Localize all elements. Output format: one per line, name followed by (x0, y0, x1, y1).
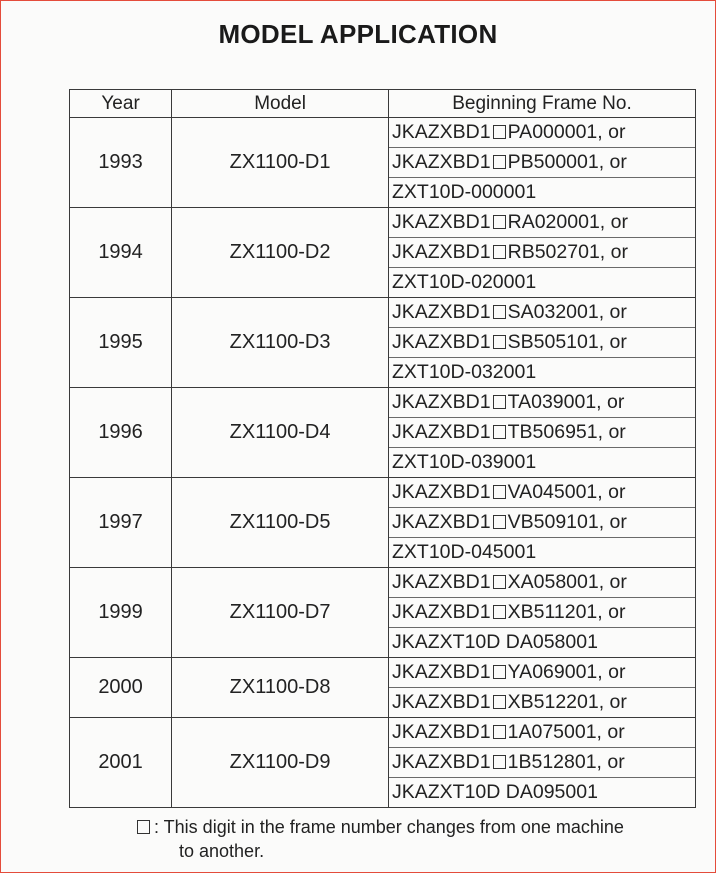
blank-digit-box-icon (493, 725, 506, 739)
footnote (137, 815, 712, 863)
frame-number-cell (389, 208, 696, 298)
blank-digit-box-icon (137, 820, 150, 834)
frame-prefix: ZXT10D-000001 (392, 181, 537, 203)
frame-prefix: ZXT10D-032001 (392, 361, 537, 383)
frame-number-line (389, 417, 695, 447)
frame-prefix: ZXT10D-020001 (392, 271, 537, 293)
frame-prefix: JKAZXBD1 (392, 391, 491, 413)
frame-header: Beginning Frame No. (389, 90, 696, 118)
model-application-table (69, 89, 696, 808)
model-cell: ZX1100-D4 (172, 388, 389, 478)
frame-suffix: XB511201, or (507, 601, 626, 623)
table-row (70, 658, 696, 718)
frame-prefix: JKAZXBD1 (392, 211, 491, 233)
year-cell: 1995 (70, 298, 172, 388)
model-cell: ZX1100-D1 (172, 118, 389, 208)
year-cell: 1997 (70, 478, 172, 568)
frame-number-line (389, 237, 695, 267)
year-cell: 2000 (70, 658, 172, 718)
frame-prefix: JKAZXBD1 (392, 721, 491, 743)
frame-prefix: JKAZXBD1 (392, 241, 491, 263)
frame-number-line (389, 267, 695, 297)
frame-suffix: 1A075001, or (507, 721, 625, 743)
frame-prefix: JKAZXBD1 (392, 661, 491, 683)
frame-number-line (389, 208, 695, 237)
blank-digit-box-icon (493, 305, 506, 319)
frame-prefix: JKAZXBD1 (392, 571, 491, 593)
frame-prefix: JKAZXBD1 (392, 511, 491, 533)
model-cell: ZX1100-D3 (172, 298, 389, 388)
frame-number-line (389, 687, 695, 717)
frame-prefix: JKAZXT10D DA095001 (392, 781, 598, 803)
footnote-line-2: to another. (179, 841, 265, 861)
frame-suffix: SB505101, or (507, 331, 627, 353)
blank-digit-box-icon (493, 395, 506, 409)
frame-number-line (389, 147, 695, 177)
model-header: Model (172, 90, 389, 118)
frame-number-line (389, 747, 695, 777)
model-cell: ZX1100-D7 (172, 568, 389, 658)
frame-suffix: XA058001, or (507, 571, 627, 593)
frame-prefix: JKAZXBD1 (392, 121, 491, 143)
frame-suffix: RB502701, or (507, 241, 628, 263)
frame-prefix: JKAZXBD1 (392, 151, 491, 173)
blank-digit-box-icon (493, 605, 506, 619)
frame-number-line (389, 327, 695, 357)
blank-digit-box-icon (493, 215, 506, 229)
frame-prefix: JKAZXBD1 (392, 691, 491, 713)
blank-digit-box-icon (493, 485, 506, 499)
model-cell: ZX1100-D2 (172, 208, 389, 298)
frame-suffix: XB512201, or (507, 691, 627, 713)
frame-suffix: PB500001, or (507, 151, 627, 173)
frame-prefix: JKAZXBD1 (392, 331, 491, 353)
blank-digit-box-icon (493, 695, 506, 709)
frame-number-cell (389, 298, 696, 388)
frame-prefix: ZXT10D-045001 (392, 541, 537, 563)
frame-number-cell (389, 718, 696, 808)
table-row (70, 388, 696, 478)
frame-suffix: SA032001, or (507, 301, 627, 323)
model-cell: ZX1100-D8 (172, 658, 389, 718)
year-cell: 1994 (70, 208, 172, 298)
blank-digit-box-icon (493, 515, 506, 529)
frame-prefix: ZXT10D-039001 (392, 451, 537, 473)
frame-number-line (389, 537, 695, 567)
frame-number-cell (389, 658, 696, 718)
frame-number-line (389, 718, 695, 747)
frame-number-line (389, 357, 695, 387)
frame-number-line (389, 658, 695, 687)
blank-digit-box-icon (493, 125, 506, 139)
frame-number-line (389, 627, 695, 657)
frame-prefix: JKAZXBD1 (392, 301, 491, 323)
year-cell: 2001 (70, 718, 172, 808)
blank-digit-box-icon (493, 155, 506, 169)
blank-digit-box-icon (493, 245, 506, 259)
frame-number-line (389, 298, 695, 327)
frame-number-line (389, 507, 695, 537)
frame-prefix: JKAZXBD1 (392, 601, 491, 623)
frame-suffix: TB506951, or (507, 421, 626, 443)
frame-number-cell (389, 568, 696, 658)
year-cell: 1993 (70, 118, 172, 208)
frame-number-line (389, 177, 695, 207)
frame-number-line (389, 447, 695, 477)
frame-prefix: JKAZXT10D DA058001 (392, 631, 598, 653)
table-row (70, 478, 696, 568)
frame-number-cell (389, 118, 696, 208)
frame-number-line (389, 777, 695, 807)
frame-number-cell (389, 388, 696, 478)
footnote-line-1: : This digit in the frame number changes from one machine (154, 817, 624, 837)
frame-suffix: YA069001, or (507, 661, 626, 683)
blank-digit-box-icon (493, 335, 506, 349)
table-row (70, 208, 696, 298)
frame-number-line (389, 597, 695, 627)
blank-digit-box-icon (493, 665, 506, 679)
year-header: Year (70, 90, 172, 118)
frame-number-line (389, 118, 695, 147)
frame-prefix: JKAZXBD1 (392, 751, 491, 773)
frame-suffix: PA000001, or (507, 121, 626, 143)
frame-suffix: VB509101, or (507, 511, 627, 533)
page-title: MODEL APPLICATION (218, 19, 498, 49)
table-row (70, 568, 696, 658)
blank-digit-box-icon (493, 575, 506, 589)
table-row (70, 718, 696, 808)
model-cell: ZX1100-D5 (172, 478, 389, 568)
frame-number-line (389, 388, 695, 417)
frame-number-cell (389, 478, 696, 568)
year-cell: 1996 (70, 388, 172, 478)
frame-suffix: TA039001, or (507, 391, 625, 413)
model-cell: ZX1100-D9 (172, 718, 389, 808)
table-row (70, 298, 696, 388)
frame-number-line (389, 568, 695, 597)
year-cell: 1999 (70, 568, 172, 658)
frame-prefix: JKAZXBD1 (392, 481, 491, 503)
frame-prefix: JKAZXBD1 (392, 421, 491, 443)
frame-suffix: 1B512801, or (507, 751, 625, 773)
frame-number-line (389, 478, 695, 507)
blank-digit-box-icon (493, 425, 506, 439)
frame-suffix: RA020001, or (507, 211, 628, 233)
table-row (70, 118, 696, 208)
blank-digit-box-icon (493, 755, 506, 769)
frame-suffix: VA045001, or (507, 481, 626, 503)
table-header-row (70, 90, 696, 118)
